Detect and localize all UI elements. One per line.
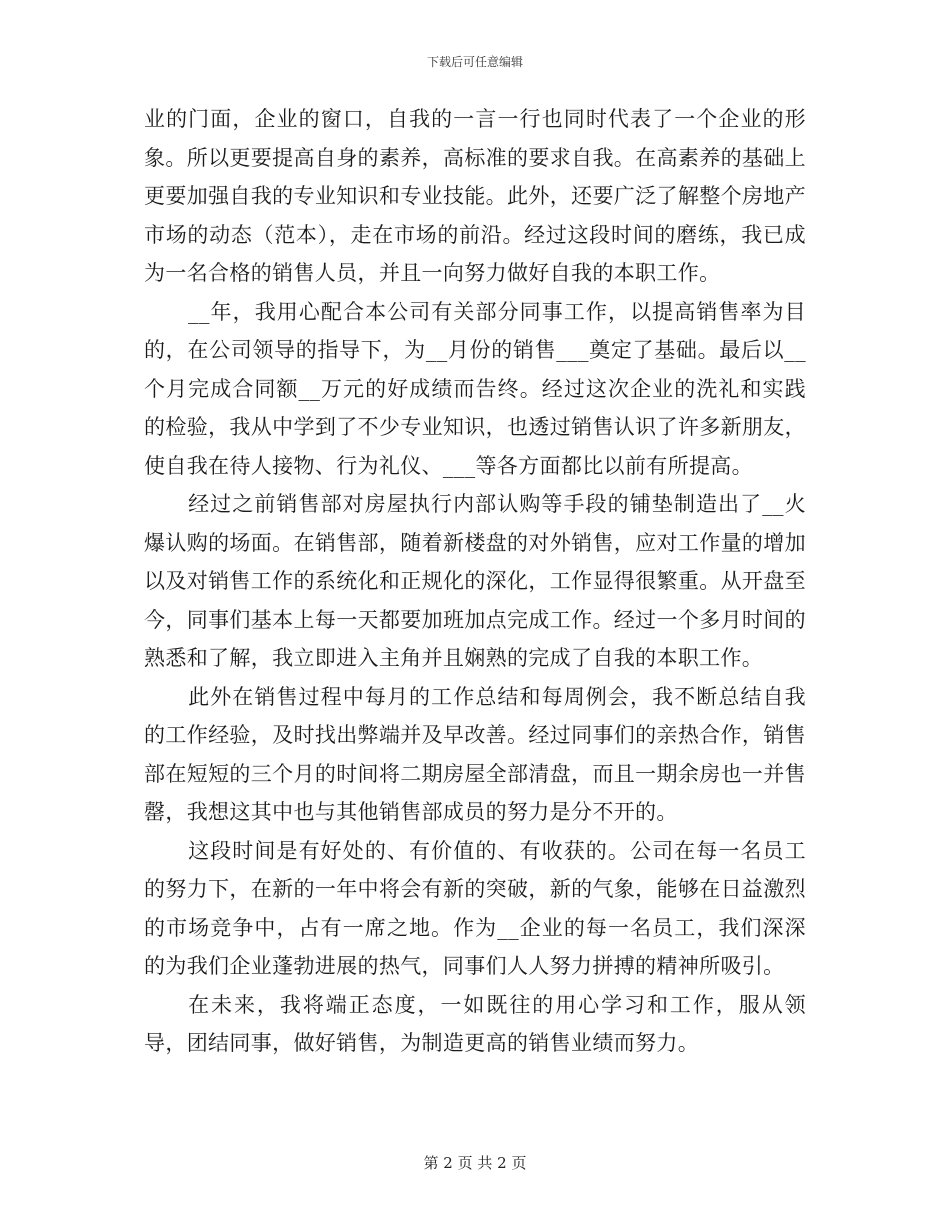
paragraph: 这段时间是有好处的、有价值的、有收获的。公司在每一名员工的努力下，在新的一年中将会有新的突破，新的气象，能够在日益激烈的市场竞争中，占有一席之地。作为__企业的每一名员工，我们深深的为我们企业蓬勃进展的热气，同事们人人努力拼搏的精神所吸引。 [144, 838, 806, 978]
page-number: 第 2 页 共 2 页 [423, 1154, 527, 1172]
paragraph: __年，我用心配合本公司有关部分同事工作，以提高销售率为目的，在公司领导的指导下，为__月份的销售___奠定了基础。最后以__个月完成合同额__万元的好成绩而告终。经过这次企业的洗礼和实践的检验，我从中学到了不少专业知识，也透过销售认识了许多新朋友，使自我在待人接物、行为礼仪、___等各方面都比以前有所提高。 [144, 299, 806, 478]
paragraph: 经过之前销售部对房屋执行内部认购等手段的铺垫制造出了__火爆认购的场面。在销售部，随着新楼盘的对外销售，应对工作量的增加以及对销售工作的系统化和正规化的深化，工作显得很繁重。从开盘至今，同事们基本上每一天都要加班加点完成工作。经过一个多月时间的熟悉和了解，我立即进入主角并且娴熟的完成了自我的本职工作。 [144, 492, 806, 670]
paragraph: 业的门面，企业的窗口，自我的一言一行也同时代表了一个企业的形象。所以更要提高自身的素养，高标准的要求自我。在高素养的基础上更要加强自我的专业知识和专业技能。此外，还要广泛了解整个房地产市场的动态（范本），走在市场的前沿。经过这段时间的磨练，我已成为一名合格的销售人员，并且一向努力做好自我的本职工作。 [144, 107, 806, 285]
paragraph: 在未来，我将端正态度，一如既往的用心学习和工作，服从领导，团结同事，做好销售，为制造更高的销售业绩而努力。 [144, 992, 806, 1055]
page-header: 下载后可任意编辑 [426, 55, 523, 69]
paragraph: 此外在销售过程中每月的工作总结和每周例会，我不断总结自我的工作经验，及时找出弊端并及早改善。经过同事们的亲热合作，销售部在短短的三个月的时间将二期房屋全部清盘，而且一期余房也一并售罄，我想这其中也与其他销售部成员的努力是分不开的。 [144, 684, 806, 824]
document-body [144, 100, 806, 1063]
